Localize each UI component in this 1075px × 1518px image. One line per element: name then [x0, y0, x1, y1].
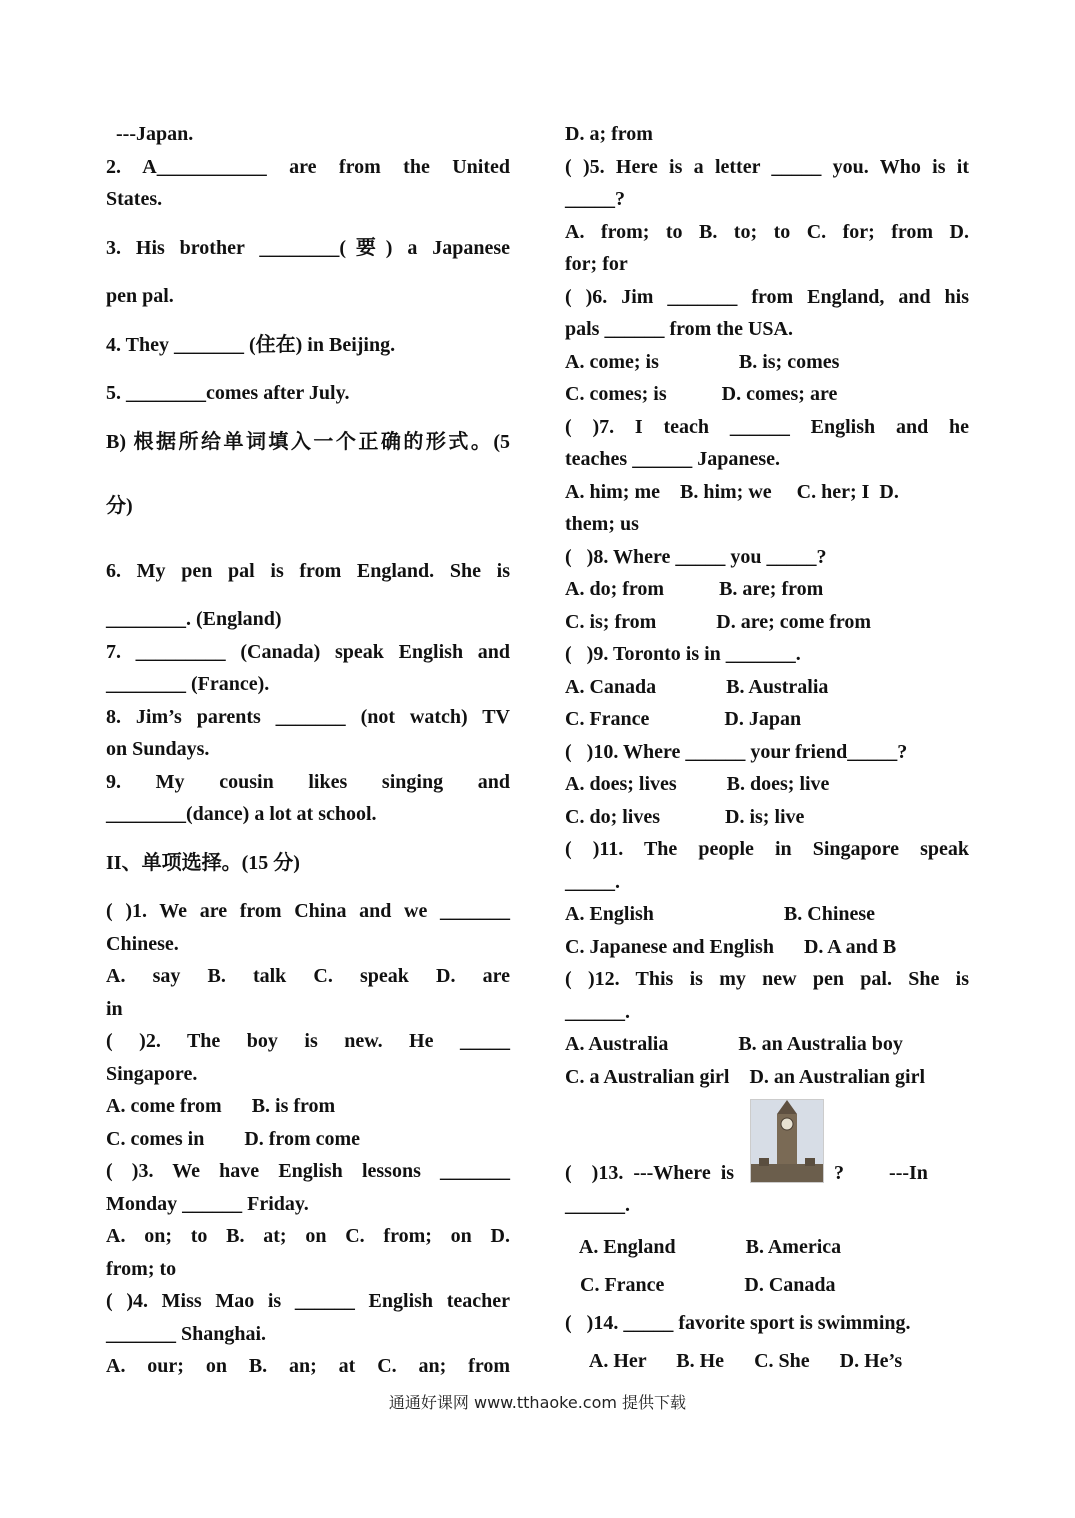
right-line: ______. [565, 1000, 630, 1023]
right-line: A. does; lives B. does; live [565, 773, 830, 795]
spacer [106, 458, 510, 490]
left-line: A. our; on B. an; at C. an; from [106, 1355, 510, 1377]
spacer [106, 879, 510, 895]
right-line: for; for [565, 253, 628, 275]
right-line: A. come; is B. is; comes [565, 350, 840, 373]
right-line: C. do; lives D. is; live [565, 805, 805, 828]
left-line: A. say B. talk C. speak D. are [106, 965, 510, 987]
question-13-prefix: ( )13. ---Where is [565, 1161, 735, 1184]
right-line: ( )11. The people in Singapore speak [565, 838, 969, 860]
left-line: A. on; to B. at; on C. from; on D. [106, 1225, 510, 1247]
left-line: 7. _________ (Canada) speak English and [106, 640, 510, 663]
page-footer: 通通好课网 www.tthaoke.com 提供下载 [388, 1393, 687, 1412]
right-line: A. him; me B. him; we C. her; I D. [565, 480, 899, 503]
spacer [106, 313, 510, 329]
right-line: ( )8. Where _____ you _____? [565, 545, 827, 568]
left-line: II、单项选择。(15 分) [106, 851, 300, 874]
right-line: A. Australia B. an Australia boy [565, 1033, 903, 1055]
left-line: Singapore. [106, 1062, 198, 1085]
right-line: ( )9. Toronto is in _______. [565, 643, 801, 665]
left-line: ( )2. The boy is new. He _____ [106, 1030, 510, 1052]
right-line: ( )6. Jim _______ from England, and his [565, 285, 969, 308]
left-line: pen pal. [106, 285, 174, 307]
left-line: ( )1. We are from China and we _______ [106, 900, 510, 922]
spacer [106, 264, 510, 280]
right-line: teaches ______ Japanese. [565, 448, 780, 470]
right-line: A. Canada B. Australia [565, 675, 829, 698]
left-line: Monday ______ Friday. [106, 1192, 309, 1215]
question-13-line [565, 1093, 969, 1189]
right-line: them; us [565, 513, 639, 535]
right-tail-line: A. England B. America [565, 1235, 842, 1258]
left-line: _______ Shanghai. [106, 1322, 267, 1345]
right-line: pals ______ from the USA. [565, 318, 793, 340]
right-line: C. Japanese and English D. A and B [565, 935, 897, 958]
left-line: ________ (France). [106, 673, 270, 695]
right-column [565, 118, 969, 1380]
right-line: A. English B. Chinese [565, 903, 876, 925]
right-line: C. comes; is D. comes; are [565, 383, 838, 405]
spacer [106, 523, 510, 555]
right-line: _____? [565, 188, 625, 210]
left-line: ________. (England) [106, 608, 282, 630]
right-line: ( )10. Where ______ your friend_____? [565, 740, 908, 763]
right-line: C. a Australian girl D. an Australian girl [565, 1065, 926, 1088]
spacer [106, 587, 510, 603]
spacer [106, 216, 510, 232]
right-line: ( )5. Here is a letter _____ you. Who is it [565, 155, 969, 178]
spacer [106, 361, 510, 377]
left-line: Chinese. [106, 932, 179, 955]
left-line: ( )3. We have English lessons _______ [106, 1160, 510, 1182]
left-line: 6. My pen pal is from England. She is [106, 559, 510, 582]
left-line: 5. ________comes after July. [106, 382, 350, 404]
right-line: C. France D. Japan [565, 708, 802, 730]
left-line: ( )4. Miss Mao is ______ English teacher [106, 1290, 510, 1312]
spacer [106, 410, 510, 426]
question-13-suffix: ? ---In [834, 1161, 928, 1184]
left-line: from; to [106, 1257, 177, 1280]
right-tail-line: A. Her B. He C. She D. He’s [565, 1349, 903, 1372]
left-line: 2. A___________ are from the United [106, 155, 510, 178]
right-line: ( )7. I teach ______ English and he [565, 415, 969, 438]
left-line: States. [106, 188, 163, 210]
spacer [106, 831, 510, 847]
left-line: ________(dance) a lot at school. [106, 803, 377, 825]
right-line: C. is; from D. are; come from [565, 610, 872, 633]
left-line: on Sundays. [106, 738, 210, 760]
left-line: 4. They _______ (住在) in Beijing. [106, 333, 396, 356]
right-tail-line: C. France D. Canada [565, 1273, 836, 1296]
left-line: 3. His brother ________(要) a Japanese [106, 236, 510, 259]
left-line: 分) [106, 495, 133, 517]
left-column [106, 118, 510, 1383]
left-line: 8. Jim’s parents _______ (not watch) TV [106, 705, 510, 728]
left-line: A. come from B. is from [106, 1095, 336, 1117]
left-line: ---Japan. [106, 123, 194, 145]
right-line: _____. [565, 870, 620, 893]
right-line: ( )12. This is my new pen pal. She is [565, 968, 969, 990]
left-line: B) 根据所给单词填入一个正确的形式。(5 [106, 430, 510, 453]
right-line: A. do; from B. are; from [565, 578, 824, 600]
left-line: 9. My cousin likes singing and [106, 770, 510, 793]
left-line: in [106, 997, 123, 1020]
question-13-blank: ______. [565, 1194, 630, 1216]
right-tail-line: ( )14. _____ favorite sport is swimming. [565, 1311, 911, 1334]
right-line: D. a; from [565, 123, 653, 145]
left-line: C. comes in D. from come [106, 1127, 361, 1150]
right-line: A. from; to B. to; to C. for; from D. [565, 220, 969, 243]
big-ben-image [750, 1099, 824, 1183]
